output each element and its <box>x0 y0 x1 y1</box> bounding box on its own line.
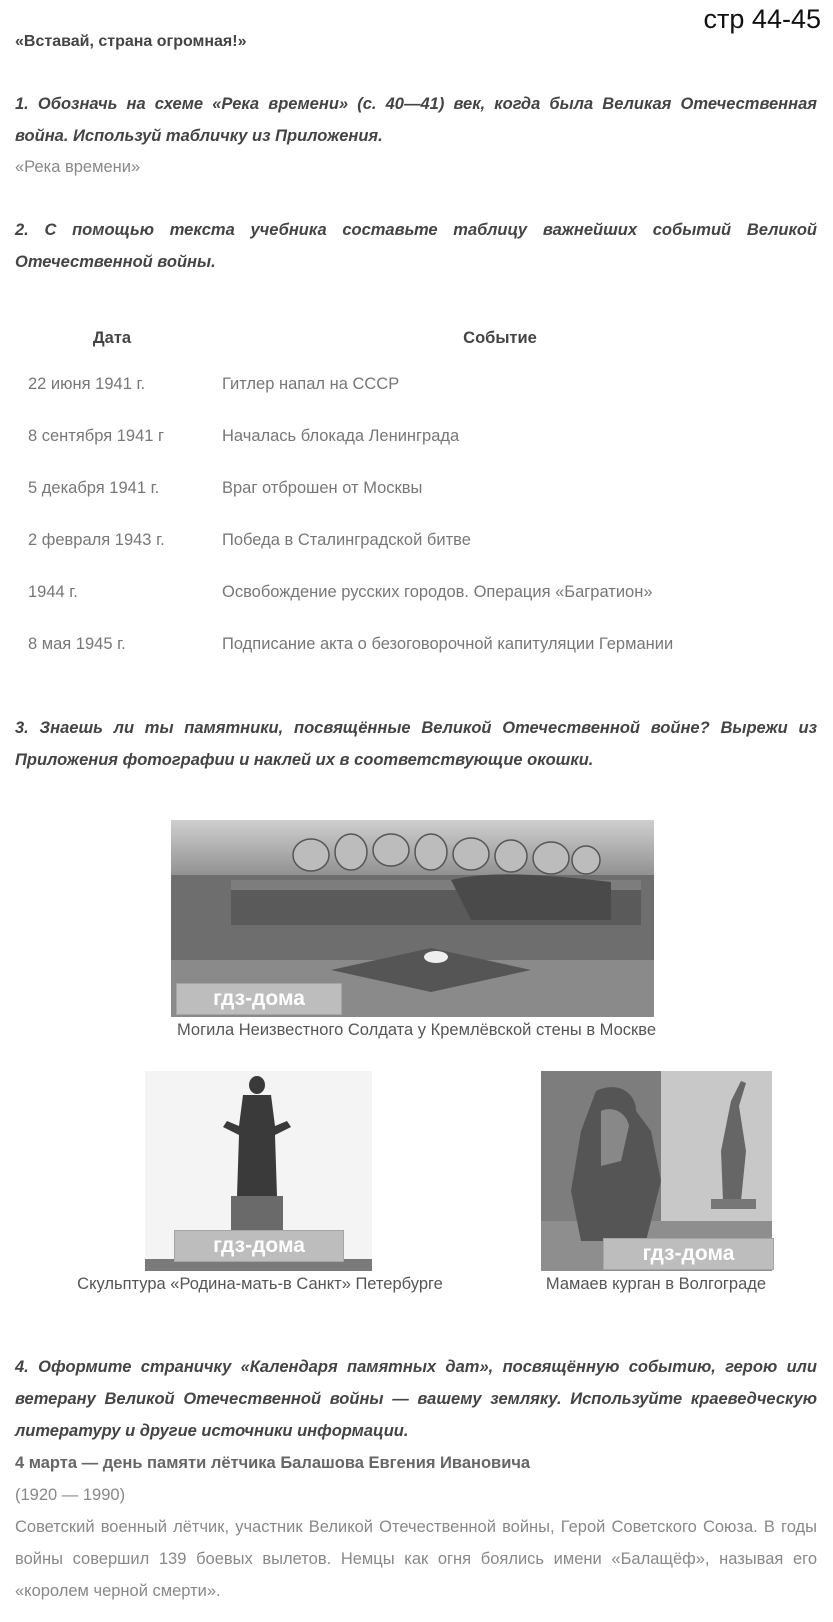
task-1-question: 1. Обозначь на схеме «Река времени» (с. 40—41) век, когда была Великая Отечественная война. Используй табличку из Приложения. <box>15 95 817 145</box>
task-1-answer: «Река времени» <box>15 158 141 176</box>
table-cell-event: Победа в Сталинградской битве <box>222 530 471 549</box>
task-4-answer-title: 4 марта — день памяти лётчика Балашова Евгения Ивановича <box>15 1454 531 1472</box>
table-cell-event: Началась блокада Ленинграда <box>222 426 460 445</box>
table-cell-event: Враг отброшен от Москвы <box>222 478 423 497</box>
photo-caption-motherland: Скульптура «Родина-мать-в Санкт» Петербурге <box>77 1275 443 1293</box>
photo-caption-tomb: Могила Неизвестного Солдата у Кремлёвской стены в Москве <box>177 1021 656 1039</box>
table-header-event: Событие <box>463 328 537 347</box>
table-row <box>15 410 791 462</box>
task-4-answer-text: Советский военный лётчик, участник Великой Отечественной войны, Герой Советского Союза. В годы войны совершил 139 боевых вылетов. Немцы как огня боялись имени «Балащёф», называя его «королем черной смерти». <box>15 1518 817 1600</box>
table-row <box>15 358 791 410</box>
table-row <box>15 566 791 618</box>
table-cell-event: Освобождение русских городов. Операция «Багратион» <box>222 582 653 601</box>
table-cell-date: 22 июня 1941 г. <box>28 374 146 393</box>
table-header-date: Дата <box>92 328 132 347</box>
page-number: стр 44-45 <box>703 4 821 34</box>
table-cell-event: Гитлер напал на СССР <box>222 374 400 393</box>
table-cell-date: 8 мая 1945 г. <box>28 634 126 653</box>
section-title: «Вставай, страна огромная!» <box>15 33 247 50</box>
task-4-answer-years: (1920 — 1990) <box>15 1486 126 1504</box>
table-row <box>15 462 791 514</box>
photo-caption-kurgan: Мамаев курган в Волгограде <box>545 1275 767 1293</box>
table-cell-date: 1944 г. <box>28 582 78 601</box>
table-cell-event: Подписание акта о безоговорочной капитуляции Германии <box>222 634 674 653</box>
table-cell-date: 8 сентября 1941 г <box>28 426 165 445</box>
watermark-badge: гдз-дома <box>603 1238 774 1270</box>
task-3-question: 3. Знаешь ли ты памятники, посвящённые Великой Отечественной войне? Вырежи из Приложения фотографии и наклей их в соответствующие окошки. <box>15 719 817 769</box>
table-row <box>15 514 791 566</box>
table-cell-date: 2 февраля 1943 г. <box>28 530 165 549</box>
task-2-question: 2. С помощью текста учебника составьте таблицу важнейших событий Великой Отечественной войны. <box>15 221 817 271</box>
events-table <box>15 318 791 670</box>
watermark-badge: гдз-дома <box>174 1230 344 1262</box>
watermark-badge: гдз-дома <box>176 983 342 1015</box>
table-row <box>15 618 791 670</box>
table-cell-date: 5 декабря 1941 г. <box>28 478 160 497</box>
task-4-question: 4. Оформите страничку «Календаря памятных дат», посвящённую событию, герою или ветерану Великой Отечественной войны — вашему земляку. Используйте краеведческую литературу и другие источники информации. <box>15 1358 817 1440</box>
